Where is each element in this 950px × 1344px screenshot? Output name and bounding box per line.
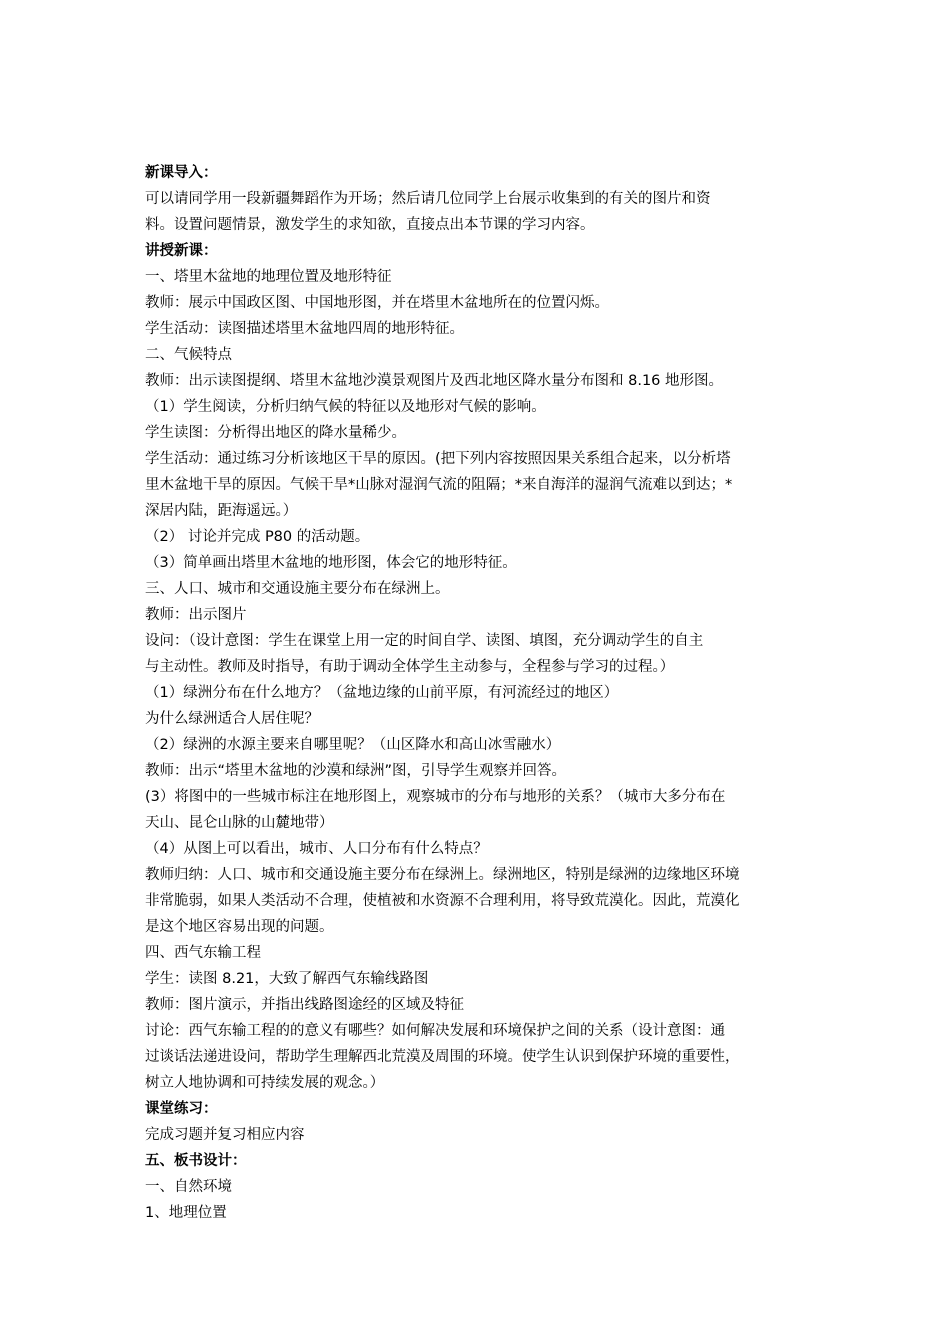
paragraph-line: 学生：读图 8.21，大致了解西气东输线路图 bbox=[145, 971, 429, 987]
heading-board-design: 五、板书设计： bbox=[145, 1153, 247, 1169]
paragraph-line: 过谈话法递进设问，帮助学生理解西北荒漠及周围的环境。使学生认识到保护环境的重要性， bbox=[145, 1049, 740, 1065]
paragraph-line: 教师：展示中国政区图、中国地形图，并在塔里木盆地所在的位置闪烁。 bbox=[145, 295, 609, 311]
paragraph-line: 料。设置问题情景，激发学生的求知欲，直接点出本节课的学习内容。 bbox=[145, 217, 595, 233]
paragraph-line: 学生读图：分析得出地区的降水量稀少。 bbox=[145, 425, 406, 441]
paragraph-line: （2）绿洲的水源主要来自哪里呢？（山区降水和高山冰雪融水） bbox=[145, 737, 561, 753]
paragraph-line: 与主动性。教师及时指导，有助于调动全体学生主动参与，全程参与学习的过程。） bbox=[145, 659, 675, 675]
paragraph-line: 非常脆弱，如果人类活动不合理，使植被和水资源不合理利用，将导致荒漠化。因此，荒漠化 bbox=[145, 893, 740, 909]
heading-new-lesson-intro: 新课导入： bbox=[145, 165, 218, 181]
paragraph-line: 1、地理位置 bbox=[145, 1205, 227, 1221]
paragraph-line: 教师：出示图片 bbox=[145, 607, 247, 623]
paragraph-line: 教师：出示“塔里木盆地的沙漠和绿洲”图，引导学生观察并回答。 bbox=[145, 763, 567, 779]
paragraph-line: 天山、昆仑山脉的山麓地带） bbox=[145, 815, 334, 831]
section-heading: 三、人口、城市和交通设施主要分布在绿洲上。 bbox=[145, 581, 450, 597]
paragraph-line: 完成习题并复习相应内容 bbox=[145, 1127, 305, 1143]
section-heading: 四、西气东输工程 bbox=[145, 945, 261, 961]
paragraph-line: 设问：（设计意图：学生在课堂上用一定的时间自学、读图、填图，充分调动学生的自主 bbox=[145, 633, 704, 649]
paragraph-line: (3）将图中的一些城市标注在地形图上，观察城市的分布与地形的关系？（城市大多分布在 bbox=[145, 789, 726, 805]
section-heading: 二、气候特点 bbox=[145, 347, 232, 363]
paragraph-line: 教师归纳：人口、城市和交通设施主要分布在绿洲上。绿洲地区，特别是绿洲的边缘地区环境 bbox=[145, 867, 740, 883]
paragraph-line: 是这个地区容易出现的问题。 bbox=[145, 919, 334, 935]
paragraph-line: 为什么绿洲适合人居住呢？ bbox=[145, 711, 319, 727]
paragraph-line: 树立人地协调和可持续发展的观念。） bbox=[145, 1075, 385, 1091]
heading-classroom-practice: 课堂练习： bbox=[145, 1101, 218, 1117]
paragraph-line: 教师：出示读图提纲、塔里木盆地沙漠景观图片及西北地区降水量分布图和 8.16 地形图。 bbox=[145, 373, 723, 389]
paragraph-line: （4）从图上可以看出，城市、人口分布有什么特点？ bbox=[145, 841, 488, 857]
paragraph-line: 可以请同学用一段新疆舞蹈作为开场；然后请几位同学上台展示收集到的有关的图片和资 bbox=[145, 191, 711, 207]
paragraph-line: 深居内陆，距海遥远。） bbox=[145, 503, 298, 519]
paragraph-line: （1）绿洲分布在什么地方？（盆地边缘的山前平原，有河流经过的地区） bbox=[145, 685, 619, 701]
paragraph-line: 里木盆地干旱的原因。气候干旱*山脉对湿润气流的阻隔；*来自海洋的湿润气流难以到达；* bbox=[145, 477, 733, 493]
paragraph-line: 学生活动：通过练习分析该地区干旱的原因。(把下列内容按照因果关系组合起来，以分析塔 bbox=[145, 451, 731, 467]
heading-teaching-new-lesson: 讲授新课： bbox=[145, 243, 218, 259]
paragraph-line: （2） 讨论并完成 P80 的活动题。 bbox=[145, 529, 370, 545]
section-heading: 一、塔里木盆地的地理位置及地形特征 bbox=[145, 269, 392, 285]
paragraph-line: 讨论：西气东输工程的的意义有哪些？如何解决发展和环境保护之间的关系（设计意图：通 bbox=[145, 1023, 725, 1039]
paragraph-line: （3）简单画出塔里木盆地的地形图，体会它的地形特征。 bbox=[145, 555, 517, 571]
paragraph-line: 教师：图片演示，并指出线路图途经的区域及特征 bbox=[145, 997, 464, 1013]
paragraph-line: 学生活动：读图描述塔里木盆地四周的地形特征。 bbox=[145, 321, 464, 337]
document-body bbox=[145, 160, 815, 1226]
paragraph-line: （1）学生阅读，分析归纳气候的特征以及地形对气候的影响。 bbox=[145, 399, 546, 415]
section-heading: 一、自然环境 bbox=[145, 1179, 232, 1195]
